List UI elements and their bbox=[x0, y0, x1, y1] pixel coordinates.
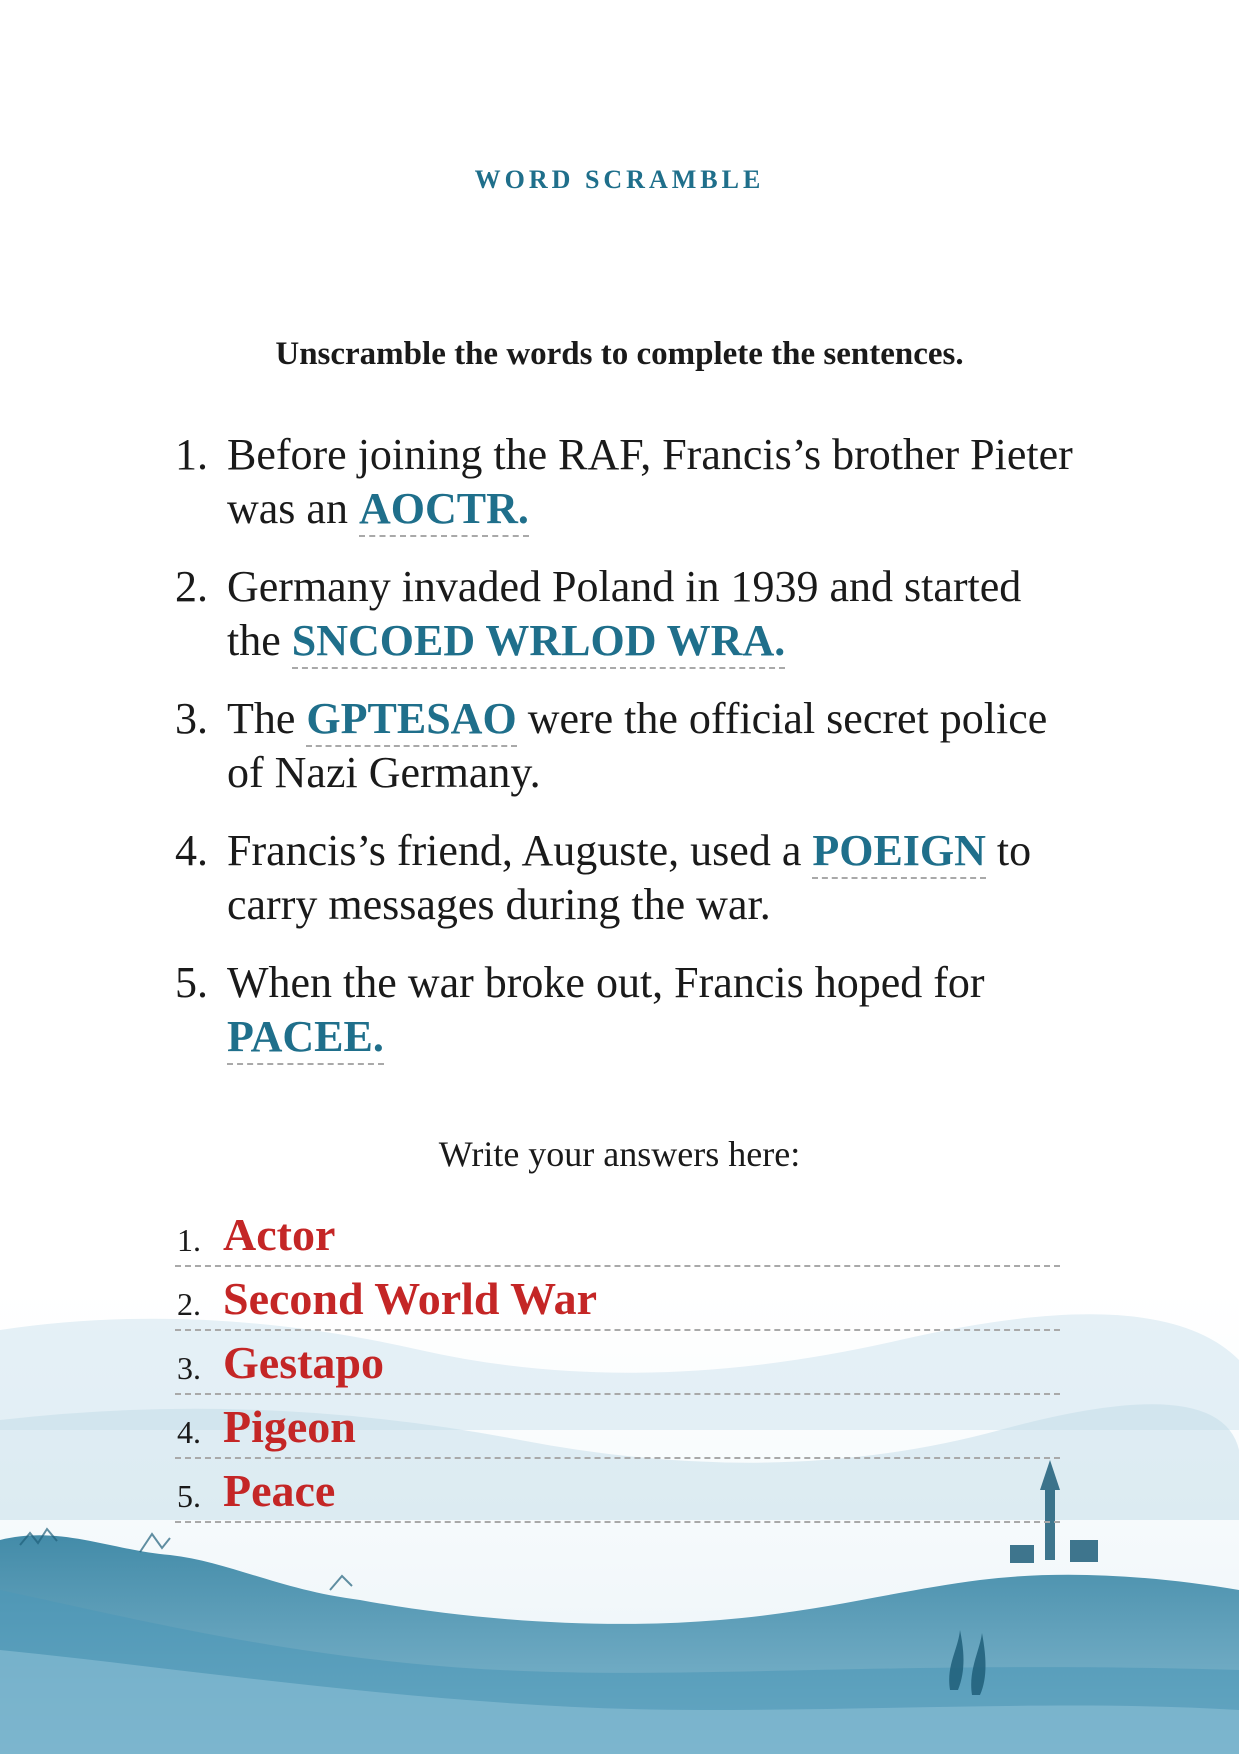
question-item bbox=[175, 956, 1075, 1064]
answer-line bbox=[175, 1461, 1060, 1523]
question-item bbox=[175, 692, 1075, 800]
instruction-text: Unscramble the words to complete the sentences. bbox=[275, 336, 964, 372]
question-number: 2. bbox=[175, 562, 208, 611]
answer-text: Actor bbox=[223, 1209, 336, 1260]
answer-text: Pigeon bbox=[223, 1401, 356, 1452]
question-list bbox=[175, 428, 1075, 1088]
scrambled-word: PACEE. bbox=[227, 1012, 384, 1065]
answers-label: Write your answers here: bbox=[438, 1134, 801, 1174]
answer-number: 5. bbox=[177, 1478, 201, 1514]
answer-text: Gestapo bbox=[223, 1337, 384, 1388]
question-number: 3. bbox=[175, 694, 208, 743]
question-text-after: were the official secret police of Nazi Germany. bbox=[227, 694, 1048, 797]
scrambled-word: POEIGN bbox=[812, 826, 986, 879]
question-number: 4. bbox=[175, 826, 208, 875]
answer-text: Peace bbox=[223, 1465, 336, 1516]
question-item bbox=[175, 560, 1075, 668]
question-item bbox=[175, 428, 1075, 536]
question-number: 1. bbox=[175, 430, 208, 479]
answer-line bbox=[175, 1333, 1060, 1395]
scrambled-word: AOCTR. bbox=[359, 484, 529, 537]
answer-list bbox=[175, 1205, 1060, 1525]
answer-number: 3. bbox=[177, 1350, 201, 1386]
question-text-after: to carry messages during the war. bbox=[227, 826, 1032, 929]
answer-number: 4. bbox=[177, 1414, 201, 1450]
answer-number: 2. bbox=[177, 1286, 201, 1322]
answer-number: 1. bbox=[177, 1222, 201, 1258]
question-text: Before joining the RAF, Francis’s brother Pieter was an bbox=[227, 430, 1073, 533]
scrambled-word: GPTESAO bbox=[306, 694, 516, 747]
question-text: Francis’s friend, Auguste, used a bbox=[227, 826, 813, 875]
page-title: WORD SCRAMBLE bbox=[474, 165, 765, 194]
question-item bbox=[175, 824, 1075, 932]
scrambled-word: SNCOED WRLOD WRA. bbox=[292, 616, 785, 669]
answer-line bbox=[175, 1397, 1060, 1459]
question-text: The bbox=[227, 694, 307, 743]
answer-text: Second World War bbox=[223, 1273, 598, 1324]
answer-line bbox=[175, 1269, 1060, 1331]
answer-line bbox=[175, 1205, 1060, 1267]
question-number: 5. bbox=[175, 958, 208, 1007]
question-text: Germany invaded Poland in 1939 and started the bbox=[227, 562, 1022, 665]
question-text: When the war broke out, Francis hoped for bbox=[227, 958, 985, 1007]
